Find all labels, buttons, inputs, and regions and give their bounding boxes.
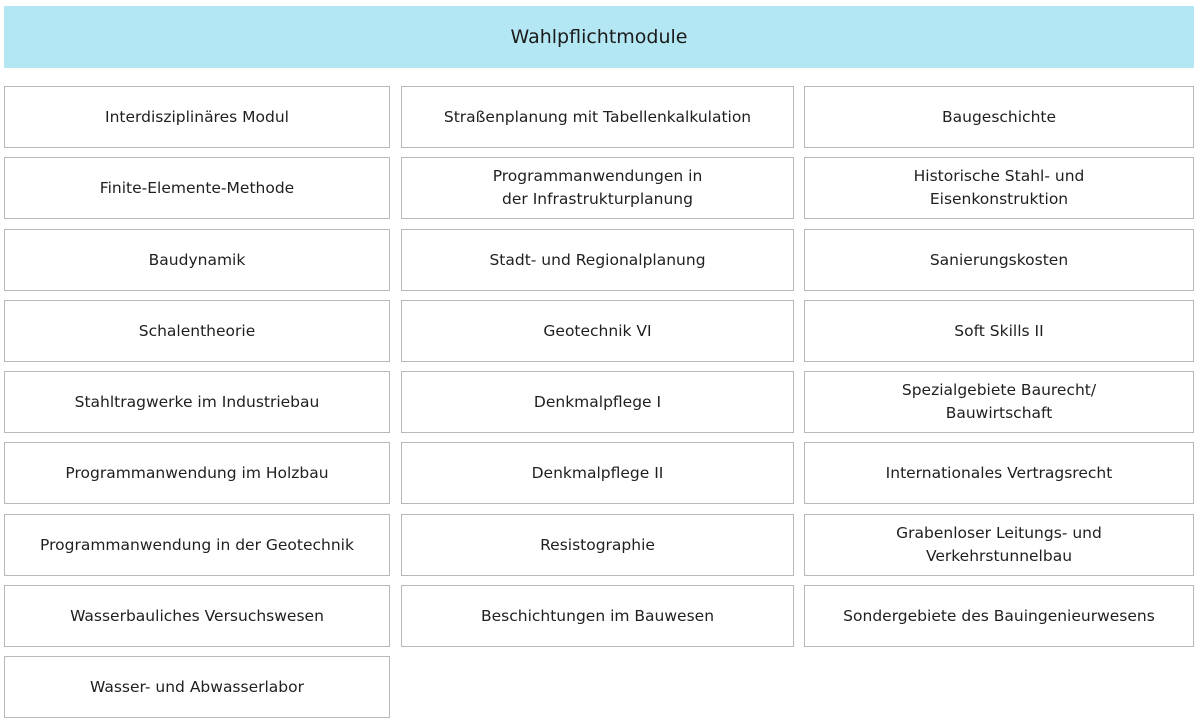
module-box: Resistographie: [401, 514, 794, 576]
module-group-title: Wahlpflichtmodule: [510, 26, 688, 48]
module-box: Wasser- und Abwasserlabor: [4, 656, 390, 718]
module-box: Stadt- und Regionalplanung: [401, 229, 794, 291]
module-box: Schalentheorie: [4, 300, 390, 362]
module-box: Grabenloser Leitungs- und Verkehrstunnelbau: [804, 514, 1194, 576]
module-box: Soft Skills II: [804, 300, 1194, 362]
module-box: Geotechnik VI: [401, 300, 794, 362]
module-box: Denkmalpflege I: [401, 371, 794, 433]
module-box: Programmanwendung im Holzbau: [4, 442, 390, 504]
module-box: Stahltragwerke im Industriebau: [4, 371, 390, 433]
module-box: Spezialgebiete Baurecht/ Bauwirtschaft: [804, 371, 1194, 433]
module-box: Finite-Elemente-Methode: [4, 157, 390, 219]
module-box: Programmanwendungen in der Infrastrukturplanung: [401, 157, 794, 219]
module-box: Internationales Vertragsrecht: [804, 442, 1194, 504]
module-box: Beschichtungen im Bauwesen: [401, 585, 794, 647]
module-group-header: [4, 6, 1194, 68]
module-box: Baugeschichte: [804, 86, 1194, 148]
module-box: Sanierungskosten: [804, 229, 1194, 291]
module-box: Straßenplanung mit Tabellenkalkulation: [401, 86, 794, 148]
module-box: Denkmalpflege II: [401, 442, 794, 504]
module-box: Sondergebiete des Bauingenieurwesens: [804, 585, 1194, 647]
module-box: Interdisziplinäres Modul: [4, 86, 390, 148]
module-box: Baudynamik: [4, 229, 390, 291]
module-box: Programmanwendung in der Geotechnik: [4, 514, 390, 576]
module-box: Historische Stahl- und Eisenkonstruktion: [804, 157, 1194, 219]
module-box: Wasserbauliches Versuchswesen: [4, 585, 390, 647]
